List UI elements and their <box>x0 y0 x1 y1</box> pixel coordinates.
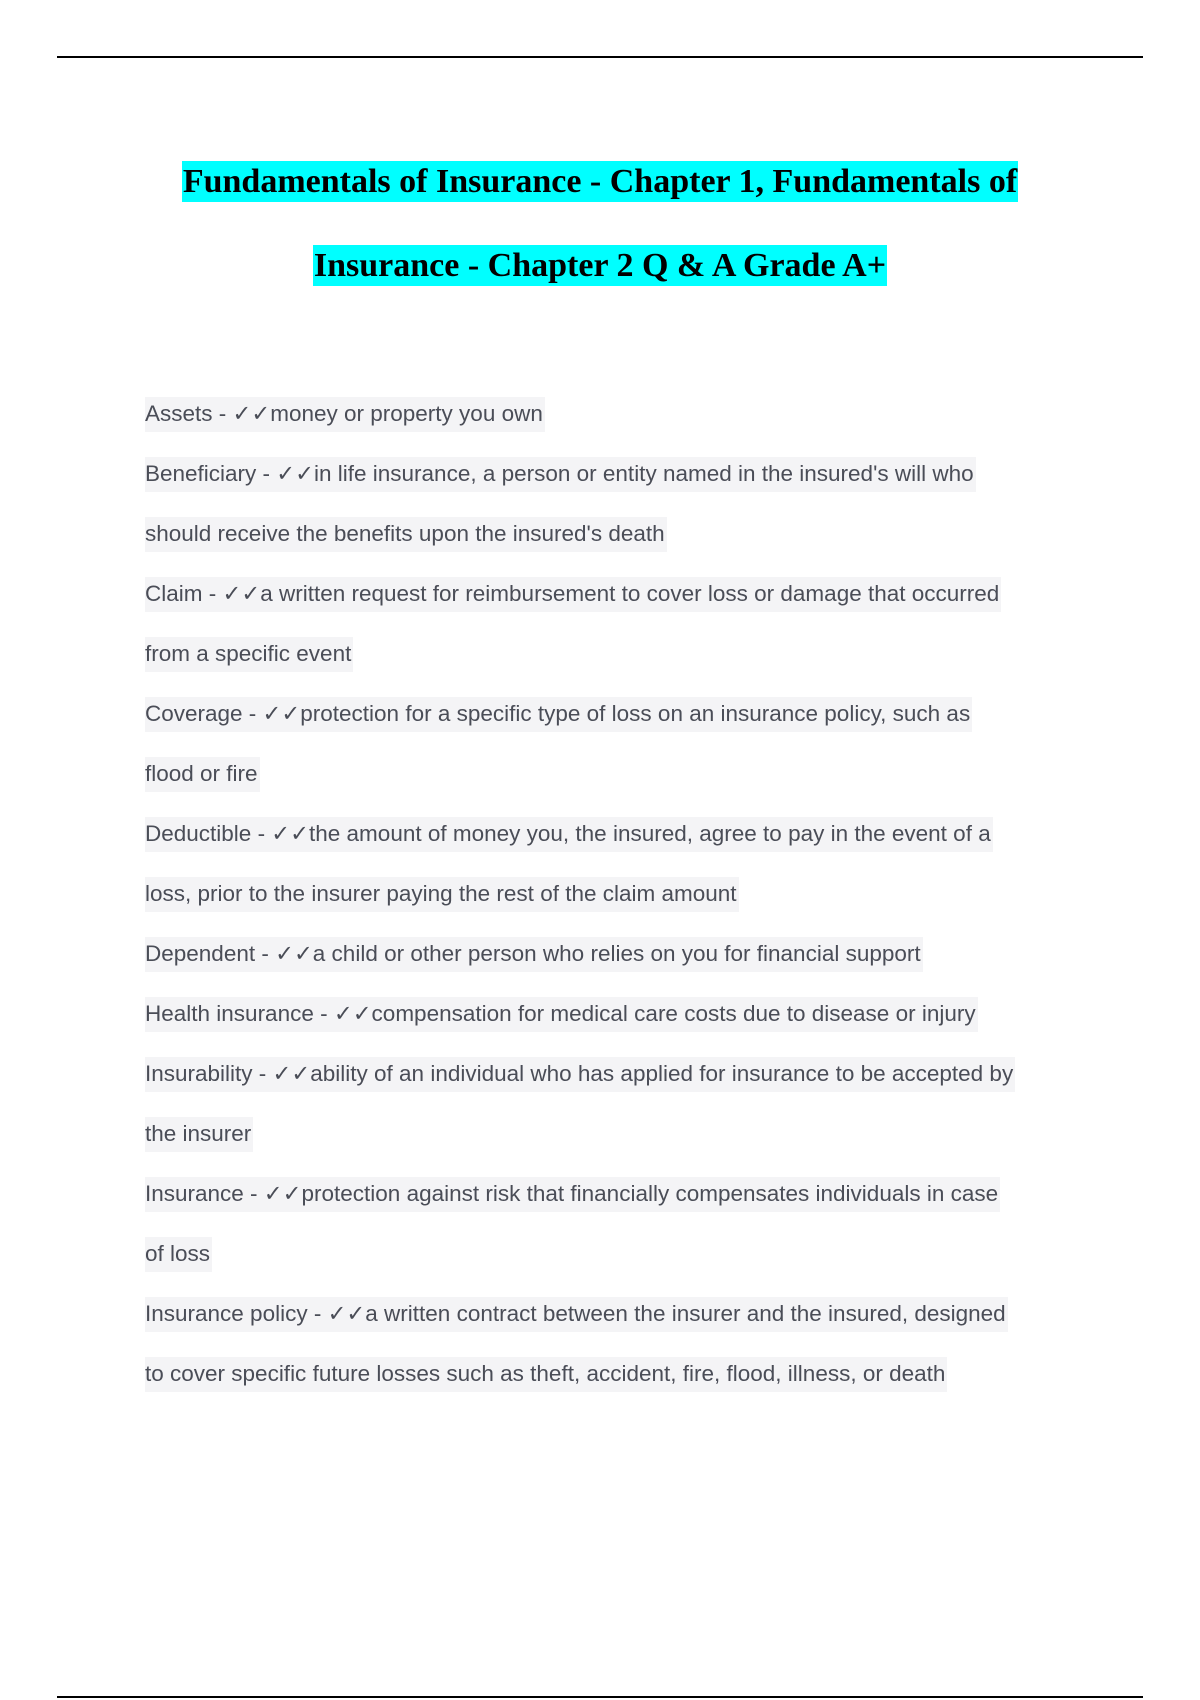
glossary-entry <box>145 390 1080 450</box>
entry-text: the insurer <box>145 1117 253 1152</box>
entry-line <box>145 510 1080 570</box>
entry-line <box>145 1170 1080 1230</box>
entry-line <box>145 750 1080 810</box>
entry-line <box>145 1230 1080 1290</box>
title-line-2-text: Insurance - Chapter 2 Q & A Grade A+ <box>313 247 887 284</box>
entry-text: of loss <box>145 1237 212 1272</box>
entry-text: should receive the benefits upon the insured's death <box>145 517 667 552</box>
entry-text: loss, prior to the insurer paying the rest of the claim amount <box>145 877 739 912</box>
glossary-entry <box>145 1170 1080 1290</box>
glossary-entry <box>145 1050 1080 1170</box>
entry-line <box>145 450 1080 510</box>
entry-text: Health insurance - ✓✓compensation for medical care costs due to disease or injury <box>145 997 978 1032</box>
title-line-2 <box>0 224 1200 308</box>
entry-text: Insurability - ✓✓ability of an individual who has applied for insurance to be accepted by <box>145 1057 1015 1092</box>
entry-text: Dependent - ✓✓a child or other person who relies on you for financial support <box>145 937 923 972</box>
entry-text: Claim - ✓✓a written request for reimbursement to cover loss or damage that occurred <box>145 577 1001 612</box>
glossary-entry <box>145 810 1080 930</box>
glossary-entry <box>145 690 1080 810</box>
title-line-1 <box>0 140 1200 224</box>
glossary-entry <box>145 990 1080 1050</box>
glossary-entry <box>145 930 1080 990</box>
entry-line <box>145 390 1080 450</box>
entry-line <box>145 690 1080 750</box>
entry-line <box>145 870 1080 930</box>
entry-line <box>145 570 1080 630</box>
entry-line <box>145 990 1080 1050</box>
entry-text: Insurance policy - ✓✓a written contract between the insurer and the insured, designed <box>145 1297 1008 1332</box>
entry-line <box>145 630 1080 690</box>
glossary-entry <box>145 570 1080 690</box>
title-line-1-text: Fundamentals of Insurance - Chapter 1, Fundamentals of <box>182 163 1018 200</box>
entry-text: Deductible - ✓✓the amount of money you, the insured, agree to pay in the event of a <box>145 817 993 852</box>
entry-text: flood or fire <box>145 757 260 792</box>
top-divider <box>57 56 1143 58</box>
entry-line <box>145 1050 1080 1110</box>
glossary-entry <box>145 1290 1080 1410</box>
entry-text: Assets - ✓✓money or property you own <box>145 397 545 432</box>
bottom-divider <box>57 1696 1143 1698</box>
glossary-list <box>145 390 1080 1410</box>
entry-text: Beneficiary - ✓✓in life insurance, a person or entity named in the insured's will who <box>145 457 976 492</box>
entry-line <box>145 1350 1080 1410</box>
entry-text: to cover specific future losses such as theft, accident, fire, flood, illness, or death <box>145 1357 947 1392</box>
glossary-entry <box>145 450 1080 570</box>
entry-text: Coverage - ✓✓protection for a specific type of loss on an insurance policy, such as <box>145 697 972 732</box>
entry-line <box>145 930 1080 990</box>
entry-line <box>145 1290 1080 1350</box>
entry-line <box>145 810 1080 870</box>
entry-line <box>145 1110 1080 1170</box>
entry-text: Insurance - ✓✓protection against risk that financially compensates individuals in case <box>145 1177 1000 1212</box>
entry-text: from a specific event <box>145 637 353 672</box>
document-title <box>0 140 1200 308</box>
